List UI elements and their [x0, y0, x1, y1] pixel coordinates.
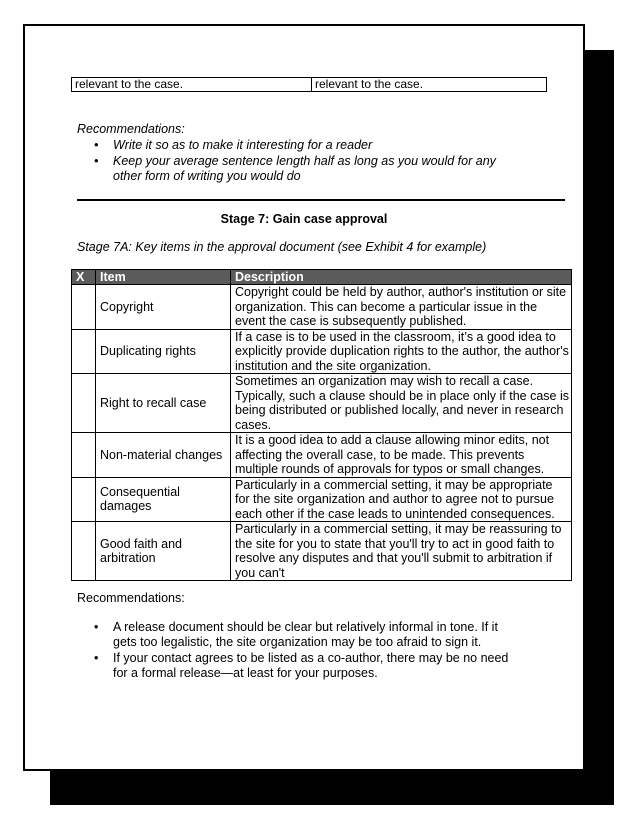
description-cell: Particularly in a commercial setting, it may be appropriate for the site organization and author to agree not to pursue each other if the case leads to unintended consequences.: [231, 477, 572, 522]
check-cell: [72, 329, 96, 374]
list-item-text: A release document should be clear but relatively informal in tone. If it gets too legalistic, the site organization may be too afraid to sign it.: [113, 620, 498, 649]
description-cell: It is a good idea to add a clause allowing minor edits, not affecting the overall case, to be made. This prevents multiple rounds of approvals for typos or small changes.: [231, 433, 572, 478]
check-cell: [72, 522, 96, 581]
table-row: [72, 522, 572, 581]
table-row: [72, 477, 572, 522]
item-cell: Duplicating rights: [96, 329, 231, 374]
header-x: X: [72, 270, 96, 285]
item-cell: Right to recall case: [96, 374, 231, 433]
table-row: [72, 285, 572, 330]
item-cell: Non-material changes: [96, 433, 231, 478]
list-item: [77, 154, 517, 184]
list-item: [77, 651, 509, 681]
continued-table-row: [71, 77, 547, 92]
list-item-text: Write it so as to make it interesting for a reader: [113, 138, 373, 152]
description-cell: If a case is to be used in the classroom, it’s a good idea to explicitly provide duplication rights to the author, the author's institution and the site organization.: [231, 329, 572, 374]
recommendations-heading: Recommendations:: [77, 591, 185, 605]
check-cell: [72, 285, 96, 330]
item-cell: Copyright: [96, 285, 231, 330]
document-page: [23, 24, 585, 771]
list-item-text: If your contact agrees to be listed as a co-author, there may be no need for a formal release—at least for your purposes.: [113, 651, 509, 680]
table-header-row: [72, 270, 572, 285]
check-cell: [72, 374, 96, 433]
bullet-icon: •: [94, 138, 99, 152]
description-cell: Sometimes an organization may wish to recall a case. Typically, such a clause should be in place only if the case is being distributed or published locally, and never in research cases.: [231, 374, 572, 433]
recommendations-heading-italic: Recommendations:: [77, 122, 185, 136]
header-description: Description: [231, 270, 572, 285]
stage-title: Stage 7: Gain case approval: [220, 212, 388, 226]
approval-items-table: [71, 269, 572, 581]
recommendations-list-italic: [77, 138, 517, 184]
recommendations-list: [77, 620, 509, 681]
section-divider: [77, 199, 565, 201]
table-row: [72, 329, 572, 374]
bullet-icon: •: [94, 620, 99, 634]
continued-cell-left: relevant to the case.: [72, 78, 312, 91]
description-cell: Particularly in a commercial setting, it may be reassuring to the site for you to state that you'll try to act in good faith to resolve any disputes and that you'll submit to arbitration if you can't: [231, 522, 572, 581]
check-cell: [72, 433, 96, 478]
table-row: [72, 374, 572, 433]
item-cell: Good faith and arbitration: [96, 522, 231, 581]
table-row: [72, 433, 572, 478]
header-item: Item: [96, 270, 231, 285]
list-item-text: Keep your average sentence length half as long as you would for any other form of writing you would do: [113, 154, 496, 183]
list-item: [77, 620, 509, 650]
list-item: [77, 138, 517, 153]
continued-cell-right: relevant to the case.: [315, 77, 424, 91]
bullet-icon: •: [94, 154, 99, 168]
stage-subtitle: Stage 7A: Key items in the approval document (see Exhibit 4 for example): [77, 240, 487, 254]
item-cell: Consequential damages: [96, 477, 231, 522]
check-cell: [72, 477, 96, 522]
description-cell: Copyright could be held by author, author's institution or site organization. This can become a particular issue in the event the case is subsequently published.: [231, 285, 572, 330]
bullet-icon: •: [94, 651, 99, 665]
